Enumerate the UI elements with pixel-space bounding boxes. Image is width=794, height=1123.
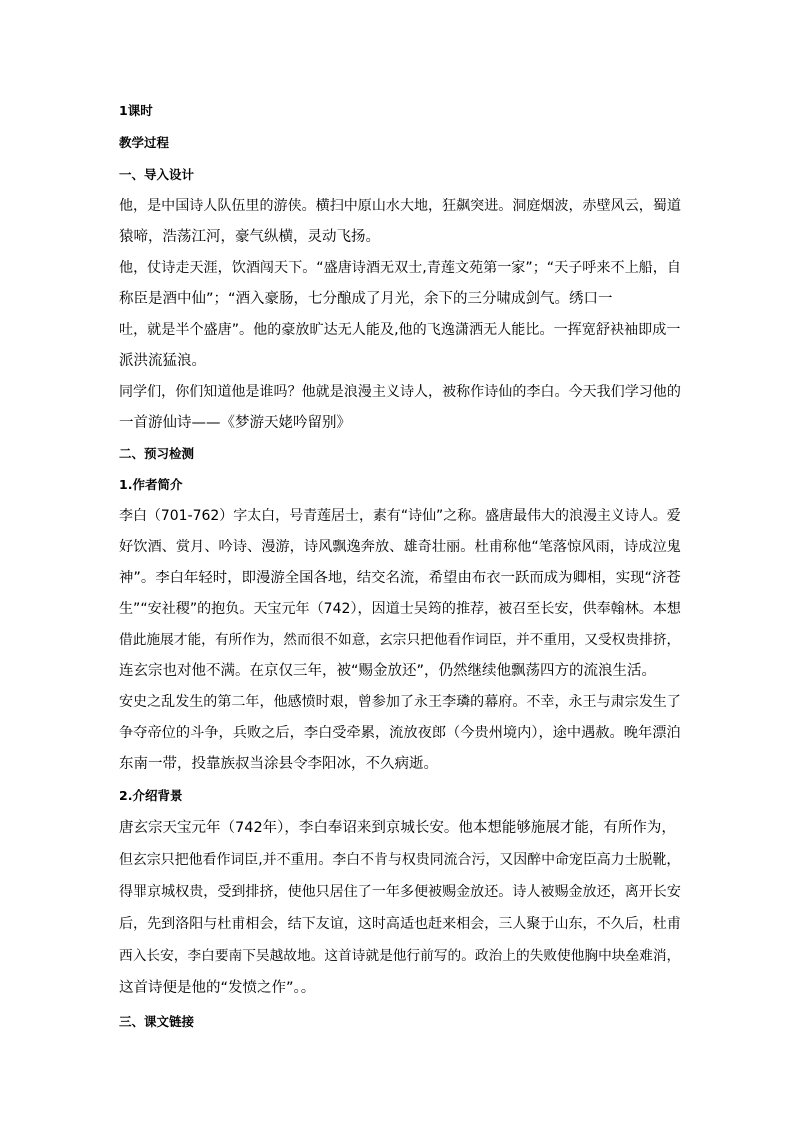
- paragraph-line: 生”“安社稷”的抱负。天宝元年（742），因道士吴筠的推荐，被召至长安，供奉翰林。本想: [119, 601, 681, 617]
- paragraph-line: 安史之乱发生的第二年，他感愤时艰，曾参加了永王李璘的幕府。不幸，永王与肃宗发生了: [119, 694, 681, 710]
- paragraph-line: 称臣是酒中仙”；“酒入豪肠，七分酿成了月光，余下的三分啸成剑气。绣口一: [119, 291, 613, 307]
- section-heading-intro: 一、导入设计: [119, 167, 195, 182]
- paragraph-line: 同学们，你们知道他是谁吗？他就是浪漫主义诗人，被称作诗仙的李白。今天我们学习他的: [119, 384, 681, 400]
- section-heading-preview: 二、预习检测: [119, 446, 195, 461]
- paragraph-line: 李白（701-762）字太白，号青莲居士，素有“诗仙”之称。盛唐最伟大的浪漫主义诗人。爱: [119, 508, 681, 524]
- paragraph-line: 派洪流猛浪。: [119, 353, 206, 369]
- section-heading-text-link: 三、课文链接: [119, 1014, 195, 1029]
- teaching-process-heading: 教学过程: [119, 135, 170, 150]
- paragraph-line: 唐玄宗天宝元年（742年），李白奉诏来到京城长安。他本想能够施展才能，有所作为，: [119, 820, 676, 836]
- paragraph-line: 连玄宗也对他不满。在京仅三年，被“赐金放还”，仍然继续他飘荡四方的流浪生活。: [119, 663, 657, 679]
- paragraph-line: 争夺帝位的斗争，兵败之后，李白受牵累，流放夜郎（今贵州境内），途中遇赦。晚年漂泊: [119, 725, 681, 741]
- subsection-heading-background: 2.介绍背景: [119, 788, 183, 803]
- paragraph-line: 吐，就是半个盛唐”。他的豪放旷达无人能及,他的飞逸潇洒无人能比。一挥宽舒袂袖即成一: [119, 322, 681, 338]
- paragraph-line: 东南一带，投靠族叔当涂县令李阳冰，不久病逝。: [119, 756, 438, 772]
- paragraph-line: 得罪京城权贵，受到排挤，使他只居住了一年多便被赐金放还。诗人被赐金放还，离开长安: [119, 884, 681, 900]
- paragraph-line: 他，是中国诗人队伍里的游侠。横扫中原山水大地，狂飙突进。洞庭烟波，赤壁风云，蜀道: [119, 198, 681, 214]
- paragraph-line: 猿啼，浩荡江河，豪气纵横，灵动飞扬。: [119, 229, 380, 245]
- paragraph-line: 神”。李白年轻时，即漫游全国各地，结交名流，希望由布衣一跃而成为卿相，实现“济苍: [119, 570, 681, 586]
- paragraph-line: 西入长安，李白要南下吴越故地。这首诗就是他行前写的。政治上的失败使他胸中块垒难消，: [119, 948, 681, 964]
- lesson-hours: 1课时: [119, 103, 153, 118]
- paragraph-line: 他，仗诗走天涯，饮酒闯天下。“盛唐诗酒无双士,青莲文苑第一家”；“天子呼来不上船，自: [119, 260, 681, 276]
- paragraph-line: 一首游仙诗——《梦游天姥吟留别》: [119, 415, 351, 431]
- paragraph-line: 但玄宗只把他看作词臣,并不重用。李白不肯与权贵同流合污，又因醉中命宠臣高力士脱靴，: [119, 852, 681, 868]
- paragraph-line: 后，先到洛阳与杜甫相会，结下友谊，这时高适也赶来相会，三人聚于山东，不久后，杜甫: [119, 916, 681, 932]
- paragraph-line: 借此施展才能，有所作为，然而很不如意，玄宗只把他看作词臣，并不重用，又受权贵排挤，: [119, 632, 681, 648]
- paragraph-line: 这首诗便是他的“发愤之作”。。: [119, 980, 316, 996]
- subsection-heading-author: 1.作者简介: [119, 477, 183, 492]
- paragraph-line: 好饮酒、赏月、吟诗、漫游，诗风飘逸奔放、雄奇壮丽。杜甫称他“笔落惊风雨，诗成泣鬼: [119, 539, 681, 555]
